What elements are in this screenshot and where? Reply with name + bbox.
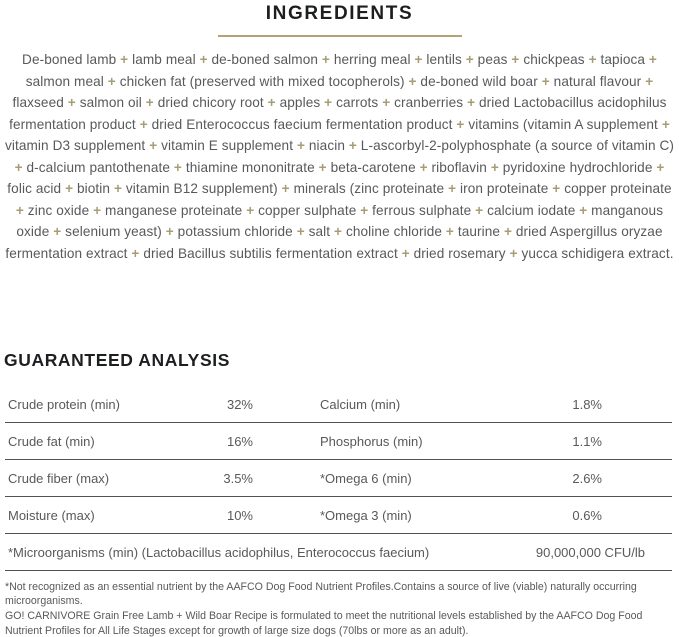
ingredient-separator: + xyxy=(444,181,460,196)
ingredient-separator: + xyxy=(415,159,432,175)
ingredient-item: carrots xyxy=(336,95,379,110)
ingredient-item: lentils xyxy=(426,52,462,67)
nutrient-label: *Omega 6 (min) xyxy=(320,470,412,486)
nutrient-value: 32% xyxy=(226,396,253,412)
ingredient-separator: + xyxy=(397,245,414,261)
ingredient-separator: + xyxy=(486,159,503,175)
ingredient-separator: + xyxy=(14,159,27,175)
table-row xyxy=(5,423,672,460)
nutrient-label: Crude protein (min) xyxy=(8,396,120,412)
ingredient-separator: + xyxy=(103,73,120,89)
ingredient-item: riboflavin xyxy=(431,159,487,175)
ingredient-separator: + xyxy=(584,52,601,67)
ingredient-separator: + xyxy=(356,202,373,218)
ingredient-separator: + xyxy=(15,202,28,218)
nutrient-value: 10% xyxy=(226,507,253,523)
ingredient-item: de-boned salmon xyxy=(211,52,319,67)
ingredient-item: vitamin E supplement xyxy=(161,138,294,153)
ingredient-separator: + xyxy=(652,159,665,175)
ingredient-item: iron proteinate xyxy=(459,181,549,196)
ingredient-item: herring meal xyxy=(333,52,411,67)
ingredient-separator: + xyxy=(461,52,478,67)
ingredient-item: minerals (zinc proteinate xyxy=(293,181,445,196)
ingredient-item: calcium iodate xyxy=(487,202,576,218)
ingredient-separator: + xyxy=(127,245,144,261)
ingredient-item: dried chicory root xyxy=(157,95,264,110)
ingredient-separator: + xyxy=(404,73,421,89)
guaranteed-analysis-heading: GUARANTEED ANALYSIS xyxy=(4,350,230,370)
ingredient-separator: + xyxy=(575,202,592,218)
ingredient-item: niacin xyxy=(308,138,345,153)
ingredient-separator: + xyxy=(195,52,212,67)
ingredient-item: cranberries xyxy=(394,95,464,110)
ingredient-item: choline chloride xyxy=(345,224,443,239)
nutrient-value: 0.6% xyxy=(572,507,602,523)
ingredient-separator: + xyxy=(89,202,106,218)
ingredients-paragraph xyxy=(4,49,675,264)
ingredient-separator: + xyxy=(471,202,488,218)
ingredient-item: dried Enterococcus faecium fermentation product xyxy=(151,116,453,132)
ingredient-item: manganous oxide xyxy=(16,202,664,239)
ingredient-item: De-boned lamb xyxy=(22,52,117,67)
ingredient-separator: + xyxy=(507,52,524,67)
ingredient-item: copper sulphate xyxy=(258,202,357,218)
ingredient-separator: + xyxy=(452,116,469,132)
table-row xyxy=(5,460,672,497)
ingredient-item: apples xyxy=(279,95,321,110)
ingredient-separator: + xyxy=(463,95,480,110)
ingredient-item: zinc oxide xyxy=(27,202,90,218)
ingredient-item: biotin xyxy=(76,181,111,196)
ingredient-separator: + xyxy=(320,95,337,110)
ingredient-item: salmon meal xyxy=(25,73,104,89)
ingredient-item: d-calcium pantothenate xyxy=(26,159,171,175)
ingredient-separator: + xyxy=(110,181,126,196)
ingredient-separator: + xyxy=(277,181,294,196)
formulation-statement: GO! CARNIVORE Grain Free Lamb + Wild Boar Recipe is formulated to meet the nutritional levels established by the AAFCO Dog Food Nutrient Profiles for All Life Stages except for growth of large size dogs (70lbs or more as an adult). xyxy=(5,610,643,637)
ingredient-separator: + xyxy=(330,224,346,239)
nutrient-label: Moisture (max) xyxy=(8,507,95,523)
ingredient-separator: + xyxy=(116,52,133,67)
ingredient-item: yucca schidigera extract. xyxy=(521,245,674,261)
ingredient-separator: + xyxy=(49,224,66,239)
ingredient-separator: + xyxy=(345,138,361,153)
ingredient-item: pyridoxine hydrochloride xyxy=(502,159,653,175)
table-row xyxy=(5,386,672,423)
gold-divider-line xyxy=(218,35,462,37)
nutrient-value: 3.5% xyxy=(223,470,253,486)
ingredient-separator: + xyxy=(505,245,522,261)
ingredient-separator: + xyxy=(641,73,654,89)
ingredient-item: lamb meal xyxy=(132,52,196,67)
ingredient-separator: + xyxy=(263,95,280,110)
ingredient-separator: + xyxy=(442,224,458,239)
ingredient-item: thiamine mononitrate xyxy=(185,159,315,175)
nutrient-label: *Microorganisms (min) (Lactobacillus acidophilus, Enterococcus faecium) xyxy=(8,544,430,560)
ingredient-separator: + xyxy=(161,224,178,239)
ingredient-item: L-ascorbyl-2-polyphosphate (a source of vitamin C) xyxy=(360,138,675,153)
ingredient-item: salmon oil xyxy=(79,95,142,110)
nutrient-value: 1.8% xyxy=(572,396,602,412)
ingredient-item: dried Aspergillus oryzae fermentation extract xyxy=(5,224,663,261)
ingredient-item: vitamin B12 supplement) xyxy=(125,181,278,196)
ingredient-separator: + xyxy=(657,116,670,132)
ingredient-item: taurine xyxy=(457,224,501,239)
ingredient-separator: + xyxy=(170,159,186,175)
nutrient-label: Phosphorus (min) xyxy=(320,433,423,449)
ingredient-separator: + xyxy=(645,52,657,67)
nutrient-label: *Omega 3 (min) xyxy=(320,507,412,523)
ingredient-item: chicken fat (preserved with mixed tocopherols) xyxy=(119,73,405,89)
ingredient-separator: + xyxy=(293,138,309,153)
ingredient-item: dried Lactobacillus acidophilus fermentation product xyxy=(9,95,667,132)
ingredient-separator: + xyxy=(410,52,427,67)
ingredient-item: vitamin D3 supplement xyxy=(4,138,146,153)
nutrient-label: Crude fiber (max) xyxy=(8,470,110,486)
ingredient-separator: + xyxy=(378,95,395,110)
ingredient-separator: + xyxy=(145,138,162,153)
ingredient-separator: + xyxy=(537,73,554,89)
nutrient-value: 2.6% xyxy=(572,470,602,486)
ingredient-item: dried rosemary xyxy=(413,245,506,261)
nutrient-label: Calcium (min) xyxy=(320,396,401,412)
ingredient-item: beta-carotene xyxy=(330,159,416,175)
ingredient-item: salt xyxy=(308,224,331,239)
ingredient-separator: + xyxy=(61,181,77,196)
ingredient-item: dried Bacillus subtilis fermentation extract xyxy=(143,245,398,261)
ingredient-separator: + xyxy=(314,159,331,175)
product-label-page xyxy=(0,3,679,637)
ingredient-item: manganese proteinate xyxy=(105,202,243,218)
ingredient-separator: + xyxy=(141,95,158,110)
table-row xyxy=(5,497,672,534)
nutrient-label: Crude fat (min) xyxy=(8,433,95,449)
ingredient-item: ferrous sulphate xyxy=(372,202,472,218)
nutrient-value: 16% xyxy=(226,433,253,449)
ingredient-item: de-boned wild boar xyxy=(420,73,538,89)
ingredient-separator: + xyxy=(135,116,152,132)
ingredient-separator: + xyxy=(63,95,80,110)
ingredient-item: chickpeas xyxy=(523,52,585,67)
ingredient-separator: + xyxy=(500,224,516,239)
ingredient-separator: + xyxy=(318,52,334,67)
nutrient-value: 1.1% xyxy=(572,433,602,449)
table-row-microorganisms xyxy=(5,534,672,571)
ingredient-item: folic acid xyxy=(7,181,62,196)
nutrient-value: 90,000,000 CFU/lb xyxy=(535,544,645,560)
ingredient-item: natural flavour xyxy=(553,73,642,89)
ingredient-item: vitamins (vitamin A supplement xyxy=(468,116,658,132)
ingredient-item: copper proteinate xyxy=(564,181,672,196)
ingredient-separator: + xyxy=(242,202,259,218)
ingredient-separator: + xyxy=(292,224,309,239)
ingredient-item: selenium yeast) xyxy=(65,224,162,239)
guaranteed-analysis-table xyxy=(5,386,672,571)
aafco-footnote: *Not recognized as an essential nutrient by the AAFCO Dog Food Nutrient Profiles.Contains a source of live (viable) naturally occurring microorganisms. xyxy=(5,581,637,607)
ingredient-item: flaxseed xyxy=(12,95,64,110)
ingredients-heading: INGREDIENTS xyxy=(265,3,414,24)
ingredient-item: peas xyxy=(477,52,508,67)
ingredient-separator: + xyxy=(548,181,565,196)
ingredient-item: potassium chloride xyxy=(177,224,293,239)
ingredient-item: tapioca xyxy=(600,52,646,67)
